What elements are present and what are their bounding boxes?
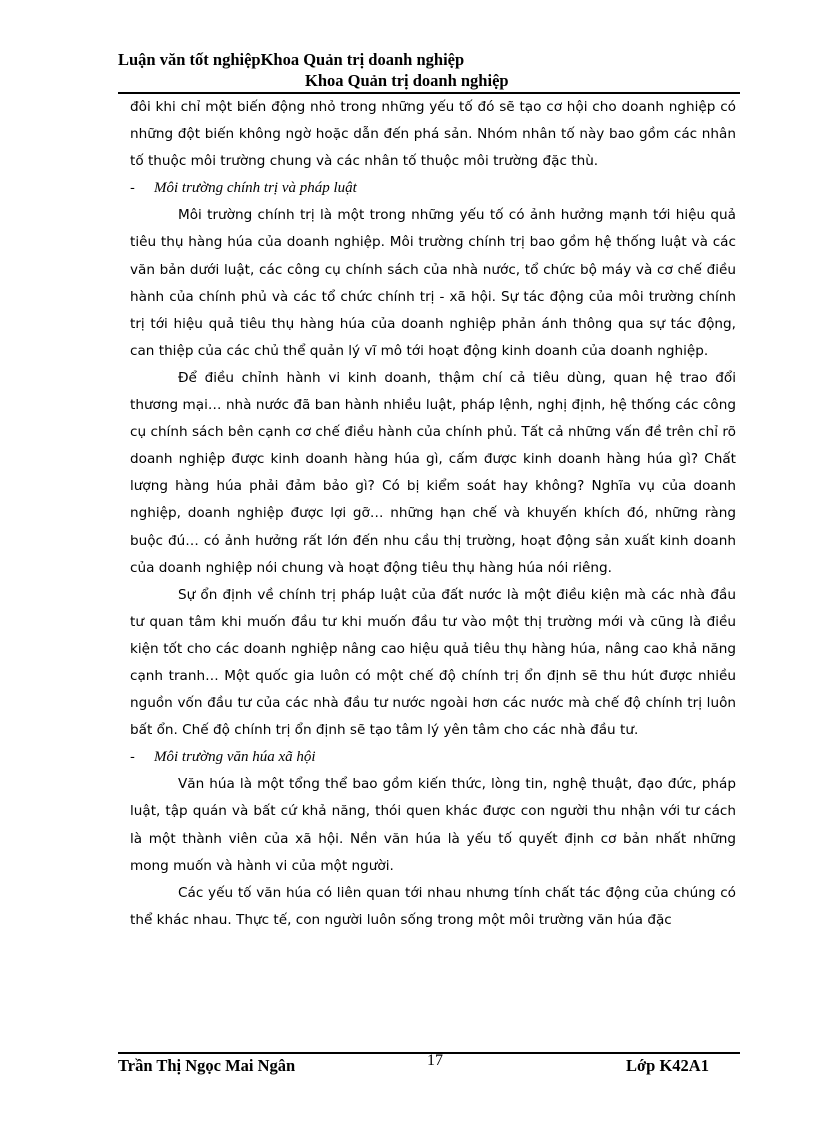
dash-marker: - <box>130 180 135 197</box>
section-heading-politics <box>130 175 736 202</box>
paragraph: Văn húa là một tổng thể bao gồm kiến thức, lòng tin, nghệ thuật, đạo đức, pháp luật, tập quán và bất cứ khả năng, thói quen khác được con người thu nhận với tư cách là một thành viên của xã hội. Nền văn húa là yếu tố quyết định cơ bản nhất những mong muốn và hành vi của một người. <box>130 776 736 874</box>
section-title: Môi trường văn húa xã hội <box>154 749 316 766</box>
header-subtitle: Khoa Quản trị doanh nghiệp <box>305 71 509 90</box>
paragraph: Môi trường chính trị là một trong những yếu tố có ảnh hưởng mạnh tới hiệu quả tiêu thụ hàng húa của doanh nghiệp. Môi trường chính trị bao gồm hệ thống luật và các văn bản dưới luật, các công cụ chính sách của nhà nước, tổ chức bộ máy và cơ chế điều hành của chính phủ và các tổ chức chính trị - xã hội. Sự tác động của môi trường chính trị tới hiệu quả tiêu thụ hàng húa của doanh nghiệp phản ánh thông qua sự tác động, can thiệp của các chủ thể quản lý vĩ mô tới hoạt động kinh doanh của doanh nghiệp. <box>130 207 736 359</box>
page-number: 17 <box>427 1052 443 1069</box>
paragraph: đôi khi chỉ một biến động nhỏ trong những yếu tố đó sẽ tạo cơ hội cho doanh nghiệp có những đột biến không ngờ hoặc dẫn đến phá sản. Nhóm nhân tố này bao gồm các nhân tố thuộc môi trường chung và các nhân tố thuộc môi trường đặc thù. <box>130 99 736 170</box>
paragraph: Để điều chỉnh hành vi kinh doanh, thậm chí cả tiêu dùng, quan hệ trao đổi thương mại… nhà nước đã ban hành nhiều luật, pháp lệnh, nghị định, hệ thống các công cụ chính sách bên cạnh cơ chế điều hành của chính phủ. Tất cả những vấn đề trên chỉ rõ doanh nghiệp được kinh doanh hàng húa gì, cấm được kinh doanh hàng húa gì? Chất lượng hàng húa phải đảm bảo gì? Có bị kiểm soát hay không? Nghĩa vụ của doanh nghiệp, doanh nghiệp được lợi gỡ… những hạn chế và khuyến khích đó, những ràng buộc đú… có ảnh hưởng rất lớn đến nhu cầu thị trường, hoạt động sản xuất kinh doanh của doanh nghiệp nói chung và hoạt động tiêu thụ hàng húa nói riêng. <box>130 369 736 576</box>
section-heading-culture <box>130 744 736 771</box>
section-title: Môi trường chính trị và pháp luật <box>154 180 357 197</box>
paragraph: Sự ổn định về chính trị pháp luật của đất nước là một điều kiện mà các nhà đầu tư quan tâm khi muốn đầu tư khi muốn đầu tư vào một thị trường mới và cũng là điều kiện tốt cho các doanh nghiệp nâng cao hiệu quả tiêu thụ hàng húa, nâng cao khả năng cạnh tranh… Một quốc gia luôn có một chế độ chính trị ổn định sẽ thu hút được nhiều nguồn vốn đầu tư của các nhà đầu tư nước ngoài hơn các nước mà chế độ chính trị luôn bất ổn. Chế độ chính trị ổn định sẽ tạo tâm lý yên tâm cho các nhà đầu tư. <box>130 586 736 739</box>
footer-class: Lớp K42A1 <box>626 1056 709 1075</box>
dash-marker: - <box>130 749 135 766</box>
footer-author: Trần Thị Ngọc Mai Ngân <box>118 1056 296 1075</box>
body-text <box>130 94 736 934</box>
paragraph: Các yếu tố văn húa có liên quan tới nhau nhưng tính chất tác động của chúng có thể khác nhau. Thực tế, con người luôn sống trong một môi trường văn húa đặc <box>130 884 736 928</box>
header-title: Luận văn tốt nghiệpKhoa Quản trị doanh nghiệp <box>118 50 465 69</box>
